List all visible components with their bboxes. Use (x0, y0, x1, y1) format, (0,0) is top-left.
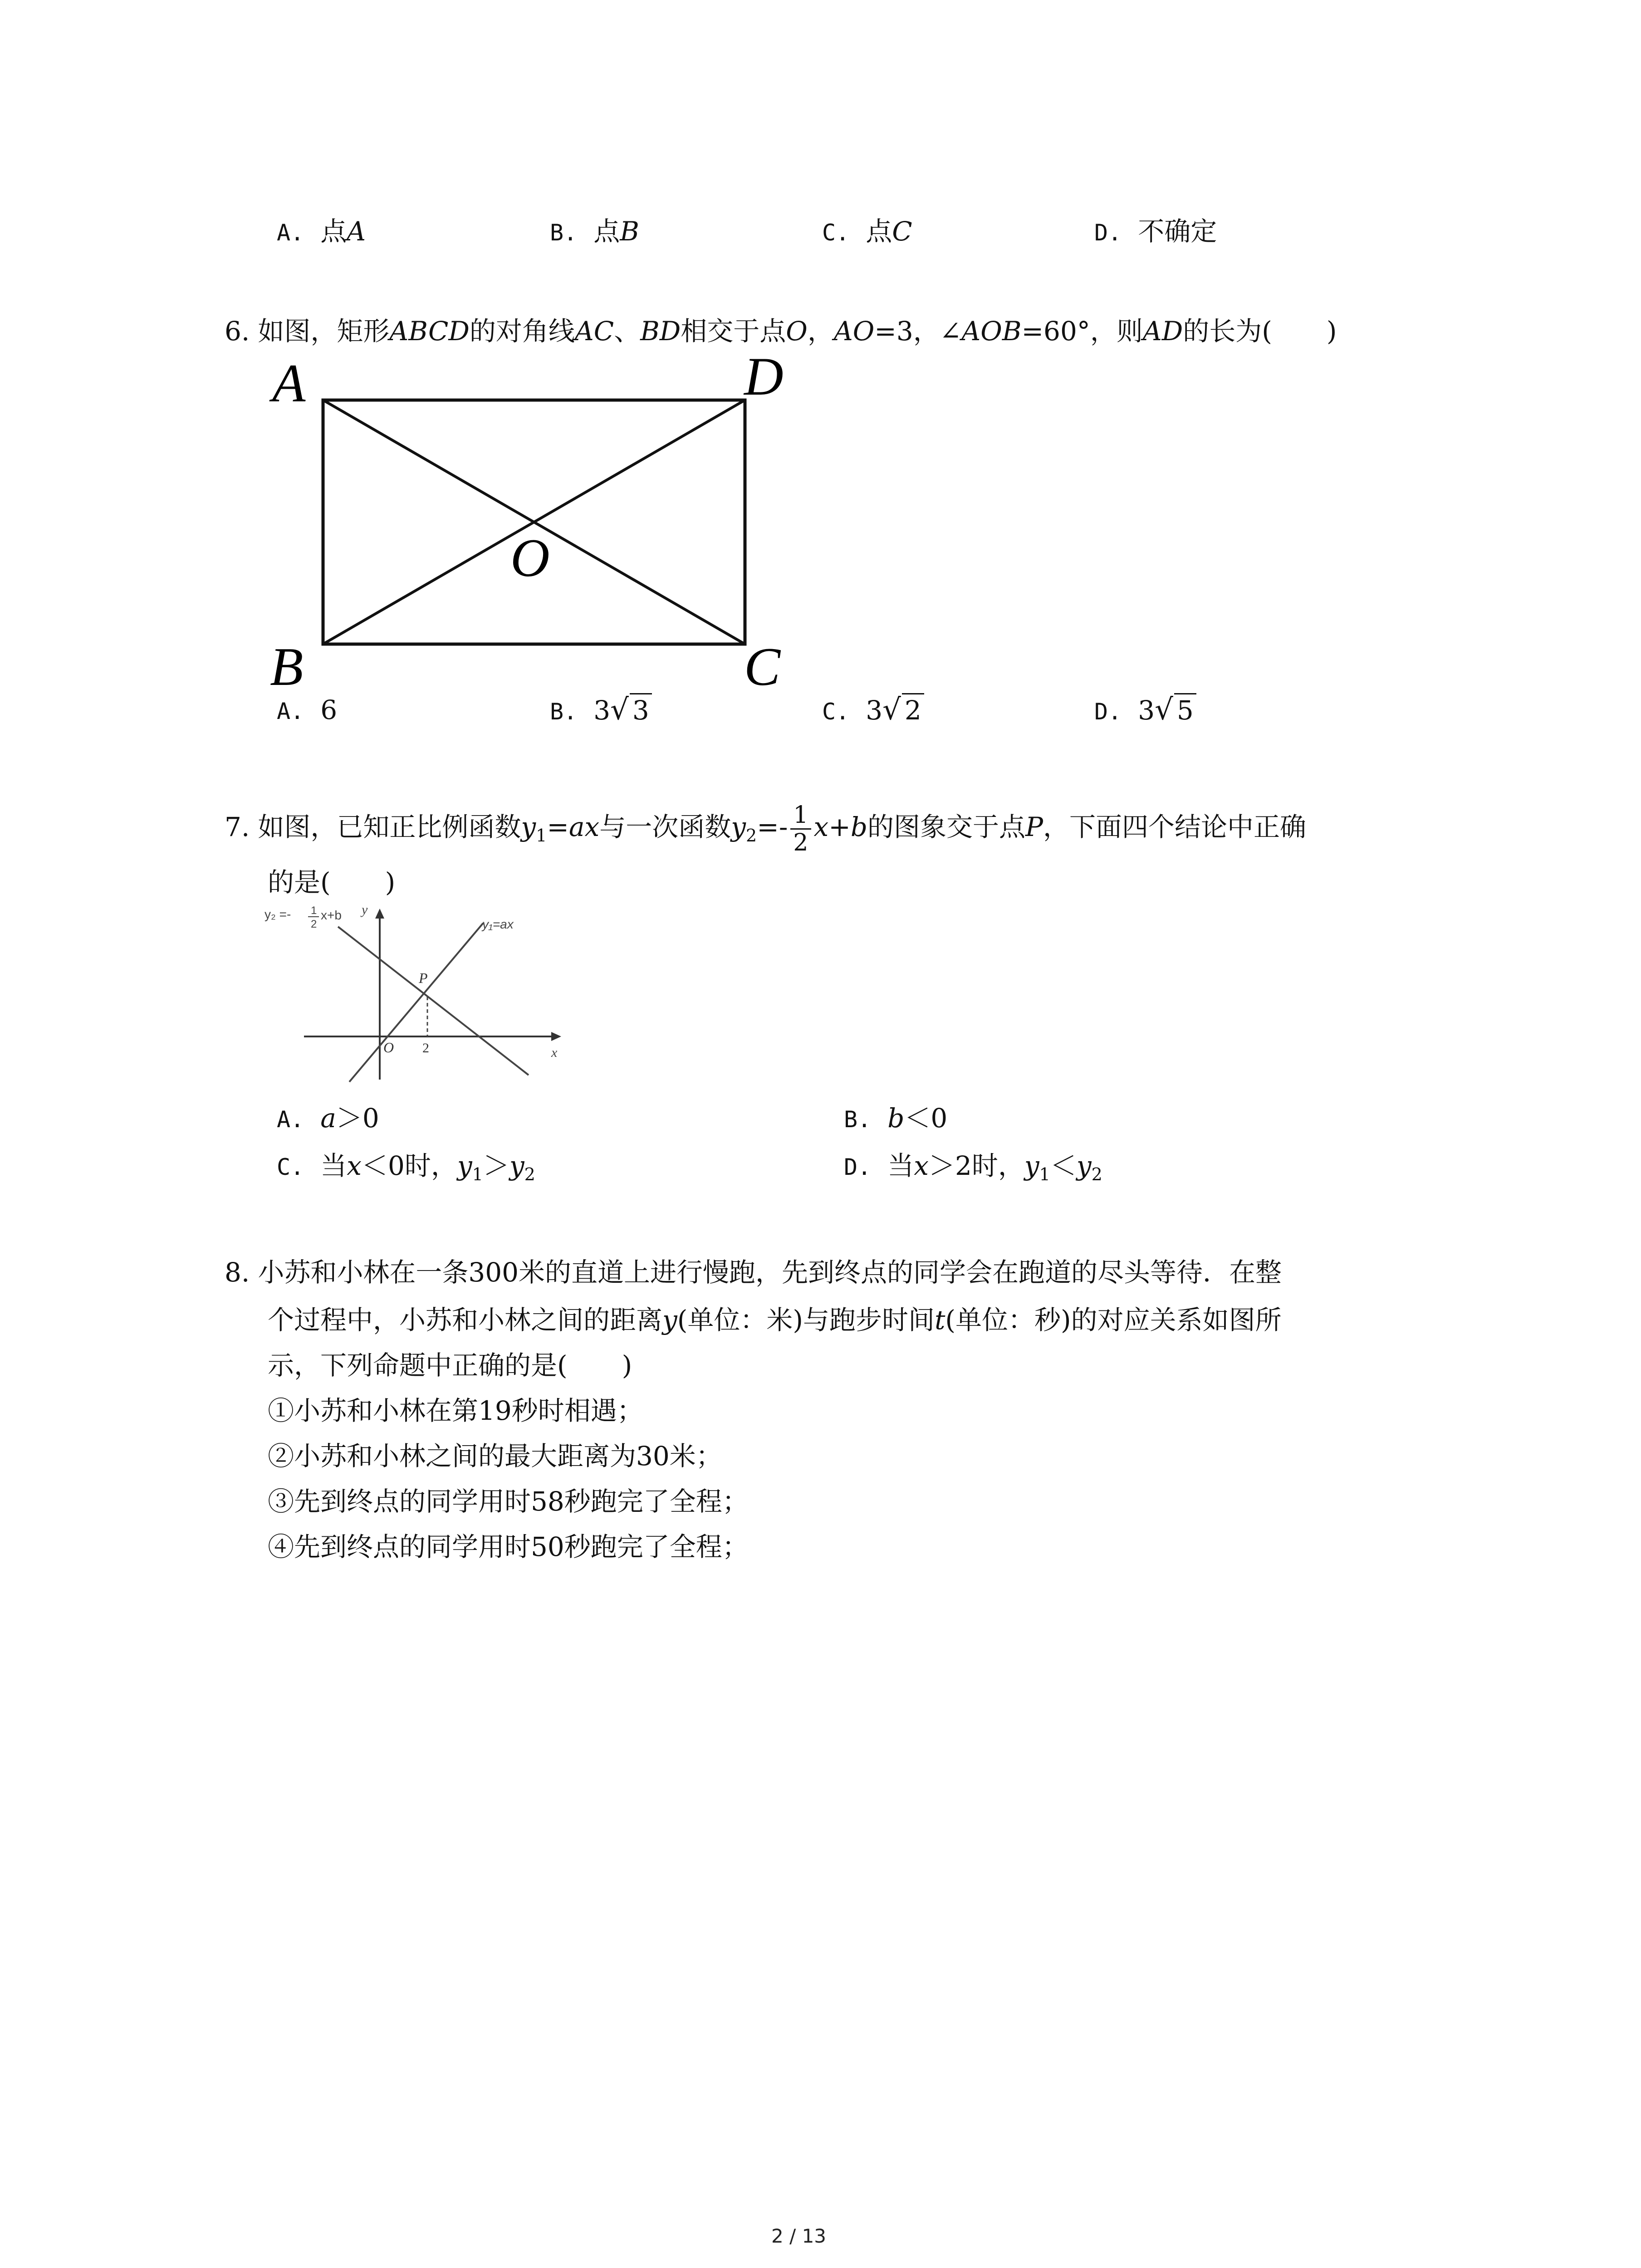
x-axis-arrow (551, 1032, 561, 1041)
q6-option-d: D. 3√ 5 (1094, 692, 1196, 730)
y-axis-label: y (362, 902, 368, 917)
y-axis-arrow (375, 909, 384, 919)
q5-option-b: B. 点B (550, 216, 639, 247)
q8-item-2: ②小苏和小林之间的最大距离为30米； (268, 1441, 722, 1471)
page-number: 2 / 13 (771, 2225, 827, 2247)
y2-label-tail: x+b (321, 908, 342, 922)
q8-item-3: ③先到终点的同学用时58秒跑完了全程； (268, 1486, 749, 1517)
tick-2-label: 2 (422, 1041, 429, 1056)
q6-stem: 6. 如图，矩形ABCD的对角线AC、BD相交于点O，AO=3，∠AOB=60°，则AD的长为( ) (225, 316, 1337, 347)
q6-option-a: A. 6 (277, 694, 338, 725)
q7-stem-line1: 7. 如图，已知正比例函数$y_1=ax$与一次函数$y_2=-$ $\frac{1}{2}$ x+b的图象交于点P，下面四个结论中正确 (225, 802, 1307, 857)
q6-option-b: B. 3√ 3 (550, 692, 652, 730)
origin-label: O (383, 1039, 394, 1056)
x-axis-label: x (551, 1045, 558, 1060)
q8-item-4: ④先到终点的同学用时50秒跑完了全程； (268, 1531, 749, 1562)
y2-label: y₂ =- (265, 907, 291, 921)
y2-frac-den: 2 (311, 918, 317, 930)
q8-item-1: ①小苏和小林在第19秒时相遇； (268, 1395, 643, 1426)
q7-stem-line2: 的是( ) (268, 867, 396, 898)
vertex-c-label: C (744, 636, 781, 697)
q7-function-graph (261, 900, 588, 1091)
y1-label: y₁=ax (482, 917, 514, 931)
q7-option-b: B. b＜0 (844, 1103, 948, 1134)
q5-option-a: A. 点A (277, 216, 366, 247)
q7-option-a: A. a＞0 (277, 1103, 379, 1134)
q8-stem-line3: 示，下列命题中正确的是( ) (268, 1350, 632, 1381)
vertex-a-label: A (272, 353, 306, 413)
q8-stem-line1: 8. 小苏和小林在一条300米的直道上进行慢跑，先到终点的同学会在跑道的尽头等待．在整 (225, 1257, 1282, 1288)
y2-frac-num: 1 (311, 904, 317, 917)
q7-fraction: $\frac{1}{2}$ (790, 802, 811, 856)
q6-rectangle-figure (263, 349, 798, 703)
point-p-label: P (419, 970, 428, 986)
vertex-b-label: B (270, 636, 304, 697)
q8-stem-line2: 个过程中，小苏和小林之间的距离y(单位：米)与跑步时间t(单位：秒)的对应关系如图所 (268, 1305, 1282, 1335)
line-y1 (349, 923, 483, 1082)
q7-option-d: D. 当x＞2时，$y_1<y_2$ (844, 1150, 1102, 1184)
q6-option-c: C. 3√ 2 (822, 692, 924, 730)
q5-option-d: D. 不确定 (1094, 216, 1217, 247)
center-o-label: O (510, 528, 550, 588)
line-y2 (338, 927, 529, 1075)
q5-option-c: C. 点C (822, 216, 912, 247)
vertex-d-label: D (744, 349, 784, 406)
q7-option-c: C. 当x＜0时，$y_1>y_2$ (277, 1150, 535, 1184)
